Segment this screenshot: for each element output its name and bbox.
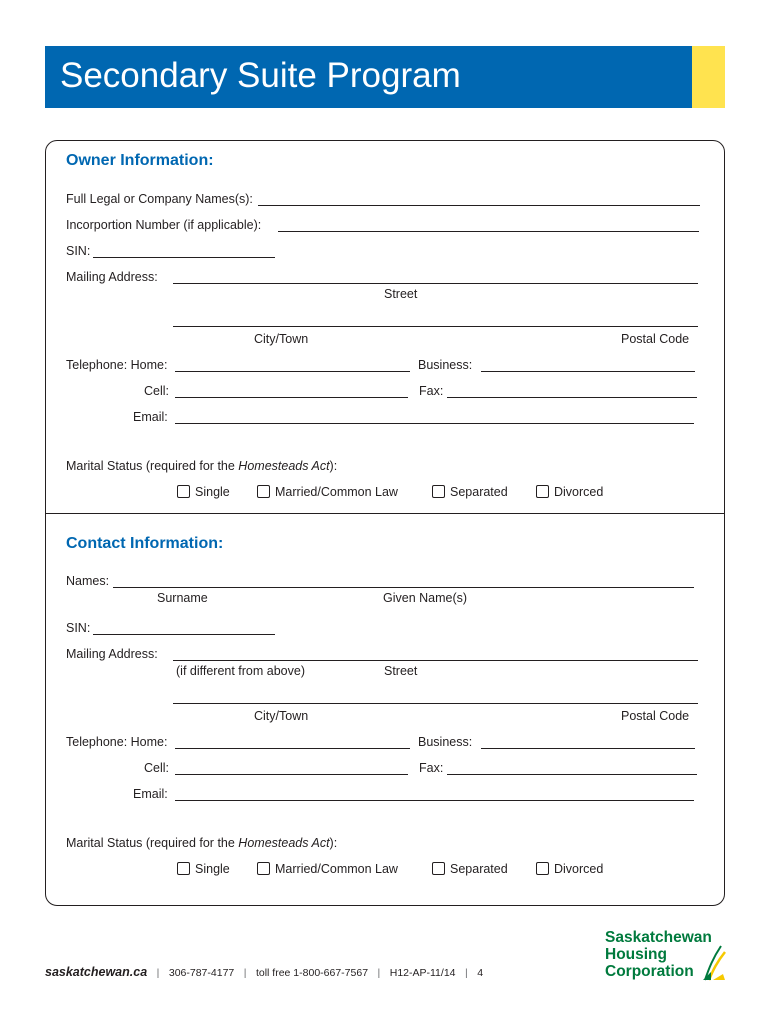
logo-line-3: Corporation [605,963,694,980]
footer-phone: 306-787-4177 [168,967,235,979]
incorporation-field[interactable] [278,231,699,232]
contact-marital-label [66,837,337,850]
footer-toll-free: toll free 1-800-667-7567 [255,967,369,979]
logo-line-1: Saskatchewan [605,929,712,946]
contact-street-caption: Street [384,664,418,678]
owner-separated-checkbox[interactable] [432,485,445,498]
owner-home-phone-field[interactable] [175,371,410,372]
contact-names-label: Names: [66,574,110,588]
owner-cell-label: Cell: [144,384,170,398]
contact-divorced-checkbox[interactable] [536,862,549,875]
page-title: Secondary Suite Program [60,56,461,95]
owner-sin-label: SIN: [66,244,91,258]
logo-line-2: Housing [605,946,667,963]
owner-fax-field[interactable] [447,397,697,398]
owner-city-caption: City/Town [254,332,309,346]
contact-home-phone-field[interactable] [175,748,410,749]
owner-postal-caption: Postal Code [621,332,690,346]
footer-form-code: H12-AP-11/14 [389,967,456,979]
contact-sin-label: SIN: [66,621,91,635]
footer-separator: | [464,967,468,979]
contact-cell-field[interactable] [175,774,408,775]
incorporation-label: Incorportion Number (if applicable): [66,218,262,232]
owner-married-checkbox[interactable] [257,485,270,498]
homesteads-act: Homesteads Act [238,459,330,473]
contact-business-label: Business: [418,735,473,749]
contact-mailing-label: Mailing Address: [66,647,158,661]
contact-section-heading: Contact Information: [66,535,224,552]
shc-logo [605,929,712,980]
contact-email-field[interactable] [175,800,694,801]
owner-telephone-home-label: Telephone: Home: [66,358,168,372]
contact-separated-label: Separated [450,862,508,876]
contact-divorced-label: Divorced [554,862,604,876]
contact-single-label: Single [195,862,230,876]
contact-street-field[interactable] [173,660,698,661]
full-legal-field[interactable] [258,205,700,206]
contact-married-checkbox[interactable] [257,862,270,875]
contact-email-label: Email: [133,787,168,801]
full-legal-label: Full Legal or Company Names(s): [66,192,253,206]
owner-street-field[interactable] [173,283,698,284]
contact-cell-label: Cell: [144,761,170,775]
marital-prefix: Marital Status (required for the [66,459,239,473]
owner-divorced-checkbox[interactable] [536,485,549,498]
owner-business-label: Business: [418,358,473,372]
owner-city-field[interactable] [173,326,698,327]
owner-sin-field[interactable] [93,257,275,258]
owner-fax-label: Fax: [419,384,444,398]
owner-divorced-label: Divorced [554,485,604,499]
footer-info [45,966,483,979]
contact-different-caption: (if different from above) [176,664,305,678]
contact-single-checkbox[interactable] [177,862,190,875]
owner-street-caption: Street [384,287,418,301]
owner-cell-field[interactable] [175,397,408,398]
contact-fax-field[interactable] [447,774,697,775]
contact-fax-label: Fax: [419,761,444,775]
contact-sin-field[interactable] [93,634,275,635]
contact-given-caption: Given Name(s) [383,591,468,605]
section-divider [45,513,725,514]
banner-accent [692,46,725,108]
contact-surname-caption: Surname [157,591,208,605]
homesteads-act: Homesteads Act [238,836,330,850]
footer-separator: | [156,967,160,979]
owner-business-phone-field[interactable] [481,371,695,372]
owner-section-heading: Owner Information: [66,152,214,169]
owner-mailing-label: Mailing Address: [66,270,158,284]
marital-suffix: ): [329,836,338,850]
contact-separated-checkbox[interactable] [432,862,445,875]
owner-separated-label: Separated [450,485,508,499]
marital-prefix: Marital Status (required for the [66,836,239,850]
footer-page-number: 4 [477,967,484,979]
contact-city-field[interactable] [173,703,698,704]
owner-email-field[interactable] [175,423,694,424]
wheat-sheaf-icon [699,944,727,982]
owner-email-label: Email: [133,410,168,424]
owner-single-checkbox[interactable] [177,485,190,498]
footer-separator: | [243,967,247,979]
contact-postal-caption: Postal Code [621,709,690,723]
footer-website-link[interactable]: saskatchewan.ca [45,965,148,979]
footer-separator: | [377,967,381,979]
owner-single-label: Single [195,485,230,499]
marital-suffix: ): [329,459,338,473]
contact-married-label: Married/Common Law [275,862,398,876]
contact-city-caption: City/Town [254,709,309,723]
contact-telephone-home-label: Telephone: Home: [66,735,168,749]
owner-married-label: Married/Common Law [275,485,398,499]
contact-business-phone-field[interactable] [481,748,695,749]
contact-names-field[interactable] [113,587,694,588]
owner-marital-label [66,460,337,473]
